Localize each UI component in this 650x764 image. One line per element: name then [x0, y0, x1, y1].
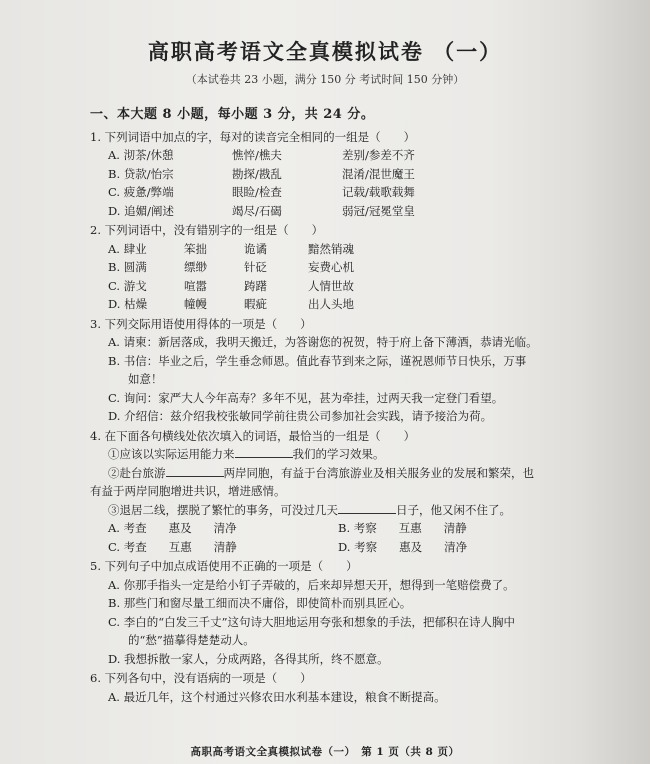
- sentence-text: ①应该以实际运用能力来: [108, 447, 235, 461]
- option-cell: 缥缈: [184, 260, 207, 274]
- option-cell: 弱冠/冠冕堂皇: [342, 203, 415, 218]
- option-cell: D. 追媚/阐述: [108, 203, 174, 218]
- option-cell: 互惠: [168, 539, 192, 554]
- question-stem: 3. 下列交际用语使用得体的一项是（ ）: [90, 316, 312, 331]
- option-cell: 惠及: [168, 521, 192, 535]
- option-row: [90, 240, 610, 259]
- option-cell: B. 贷款/怡宗: [108, 166, 174, 181]
- exam-content: [90, 106, 610, 706]
- sentence-text: ③退居二线，摆脱了繁忙的事务，可没过几天: [108, 502, 338, 517]
- option-cell: D. 考察: [338, 539, 378, 554]
- option-cell: 踌躇: [244, 278, 267, 293]
- question-6: [90, 669, 610, 706]
- option-c: [90, 613, 610, 650]
- option-b: [338, 519, 568, 538]
- option-c: C. 询问：家严大人今年高寿？多年不见，甚为牵挂，过两天我一定登门看望。: [108, 390, 504, 405]
- sentence-text: 两岸同胞，有益于台湾旅游业及相关服务业的发展和繁荣，也: [223, 465, 534, 480]
- fill-sentence-3: [90, 501, 610, 520]
- option-d: D. 我想拆散一家人，分成两路，各得其所，终不愿意。: [108, 651, 389, 666]
- blank-line: [338, 501, 396, 514]
- option-row: [90, 538, 610, 557]
- option-cell: C. 疲惫/弊端: [108, 185, 174, 199]
- option-text: C. 李白的“白发三千丈”这句诗大胆地运用夸张和想象的手法，把郁积在诗人胸中: [108, 614, 515, 629]
- option-cell: 混淆/混世魔王: [342, 166, 415, 181]
- section-heading: 一、本大题 8 小题，每小题 3 分，共 24 分。: [90, 107, 375, 122]
- option-cell: B. 考察: [338, 521, 377, 535]
- fill-sentence-2: [90, 464, 610, 483]
- option-row: [90, 258, 610, 277]
- option-d: [338, 538, 568, 557]
- option-cell: 眼睑/检查: [232, 185, 282, 199]
- option-cell: 诡谲: [244, 241, 267, 256]
- option-text-cont: 如意！: [128, 372, 163, 386]
- option-cell: 喧嚣: [184, 278, 207, 293]
- fill-sentence-2-cont: 有益于两岸同胞增进共识，增进感情。: [90, 484, 286, 498]
- option-cell: 清净: [213, 521, 237, 535]
- option-cell: B. 圆满: [108, 260, 147, 274]
- option-cell: 惠及: [399, 539, 423, 554]
- sentence-text: ②赴台旅游: [108, 465, 166, 480]
- option-cell: 差别/参差不齐: [342, 148, 415, 162]
- option-d: D. 介绍信：兹介绍我校张敏同学前往贵公司参加社会实践，请予接洽为荷。: [108, 409, 493, 423]
- question-stem: 6. 下列各句中，没有语病的一项是（ ）: [90, 671, 312, 685]
- option-b: B. 那些门和窗尽量工细而决不庸俗，即使简朴而别具匠心。: [108, 596, 412, 610]
- option-row: [90, 277, 610, 296]
- option-text-cont: 的“愁”描摹得楚楚动人。: [128, 633, 255, 647]
- blank-line: [166, 464, 224, 477]
- option-cell: 清静: [213, 539, 237, 554]
- option-cell: 幢幔: [184, 297, 207, 311]
- option-cell: A. 肆业: [108, 241, 147, 256]
- exam-title: 高职高考语文全真模拟试卷 （一）: [147, 39, 503, 64]
- option-cell: C. 考查: [108, 539, 147, 554]
- question-5: [90, 557, 610, 668]
- option-c: [108, 538, 338, 557]
- option-cell: 笨拙: [184, 241, 207, 256]
- option-a: A. 你那手指头一定是给小钉子弄破的，后来却异想天开，想得到一笔赔偿费了。: [108, 577, 515, 592]
- option-a: A. 请柬：新居落成，我明天搬迁，为答谢您的祝贺，特于府上备下薄酒，恭请光临。: [108, 335, 538, 349]
- option-row: [90, 519, 610, 538]
- question-stem: 4. 在下面各句横线处依次填入的词语，最恰当的一组是（ ）: [90, 428, 416, 443]
- option-cell: 互惠: [398, 521, 422, 535]
- option-b: [90, 352, 610, 389]
- option-cell: 勘探/戡乱: [232, 166, 282, 181]
- option-cell: A. 沏茶/休憩: [108, 148, 174, 162]
- option-cell: C. 游戈: [108, 278, 147, 293]
- question-stem: 5. 下列句子中加点成语使用不正确的一项是（ ）: [90, 559, 358, 573]
- exam-subtitle: （本试卷共 23 小题，满分 150 分 考试时间 150 分钟）: [185, 73, 465, 86]
- page-footer: 高职高考语文全真模拟试卷（一） 第 1 页（共 8 页）: [190, 746, 460, 758]
- option-cell: 竭尽/石碣: [232, 203, 282, 218]
- option-row: [90, 295, 610, 314]
- fill-sentence-1: [90, 445, 610, 464]
- option-cell: A. 考查: [108, 521, 147, 535]
- option-cell: 憔悴/樵夫: [232, 148, 282, 162]
- sentence-text: 日子，他又闲不住了。: [396, 502, 511, 517]
- blank-line: [235, 445, 293, 458]
- option-cell: 清净: [444, 539, 468, 554]
- option-text: B. 书信：毕业之后，学生垂念师恩。值此春节到来之际，谨祝恩师节日快乐，万事: [108, 353, 527, 368]
- option-cell: 记载/载歌载舞: [342, 185, 415, 199]
- option-row: [90, 165, 610, 184]
- option-cell: 清静: [443, 521, 467, 535]
- question-3: [90, 315, 610, 426]
- option-cell: 出人头地: [308, 297, 354, 311]
- sentence-text: 我们的学习效果。: [292, 447, 385, 461]
- question-4: [90, 427, 610, 557]
- option-cell: D. 枯燥: [108, 297, 148, 311]
- option-row: [90, 183, 610, 202]
- option-cell: 人情世故: [308, 278, 354, 293]
- question-2: [90, 221, 610, 314]
- question-stem: 2. 下列词语中，没有错别字的一组是（ ）: [90, 223, 324, 237]
- option-cell: 黯然销魂: [308, 241, 354, 256]
- question-1: [90, 128, 610, 221]
- option-row: [90, 146, 610, 165]
- option-cell: 妄费心机: [308, 260, 354, 274]
- option-cell: 针砭: [244, 260, 267, 274]
- option-a: [108, 519, 338, 538]
- option-row: [90, 202, 610, 221]
- question-stem: 1. 下列词语中加点的字，每对的读音完全相同的一组是（ ）: [90, 129, 416, 144]
- option-cell: 暇疵: [244, 297, 267, 311]
- option-a: A. 最近几年，这个村通过兴修农田水利基本建设，粮食不断提高。: [108, 689, 446, 704]
